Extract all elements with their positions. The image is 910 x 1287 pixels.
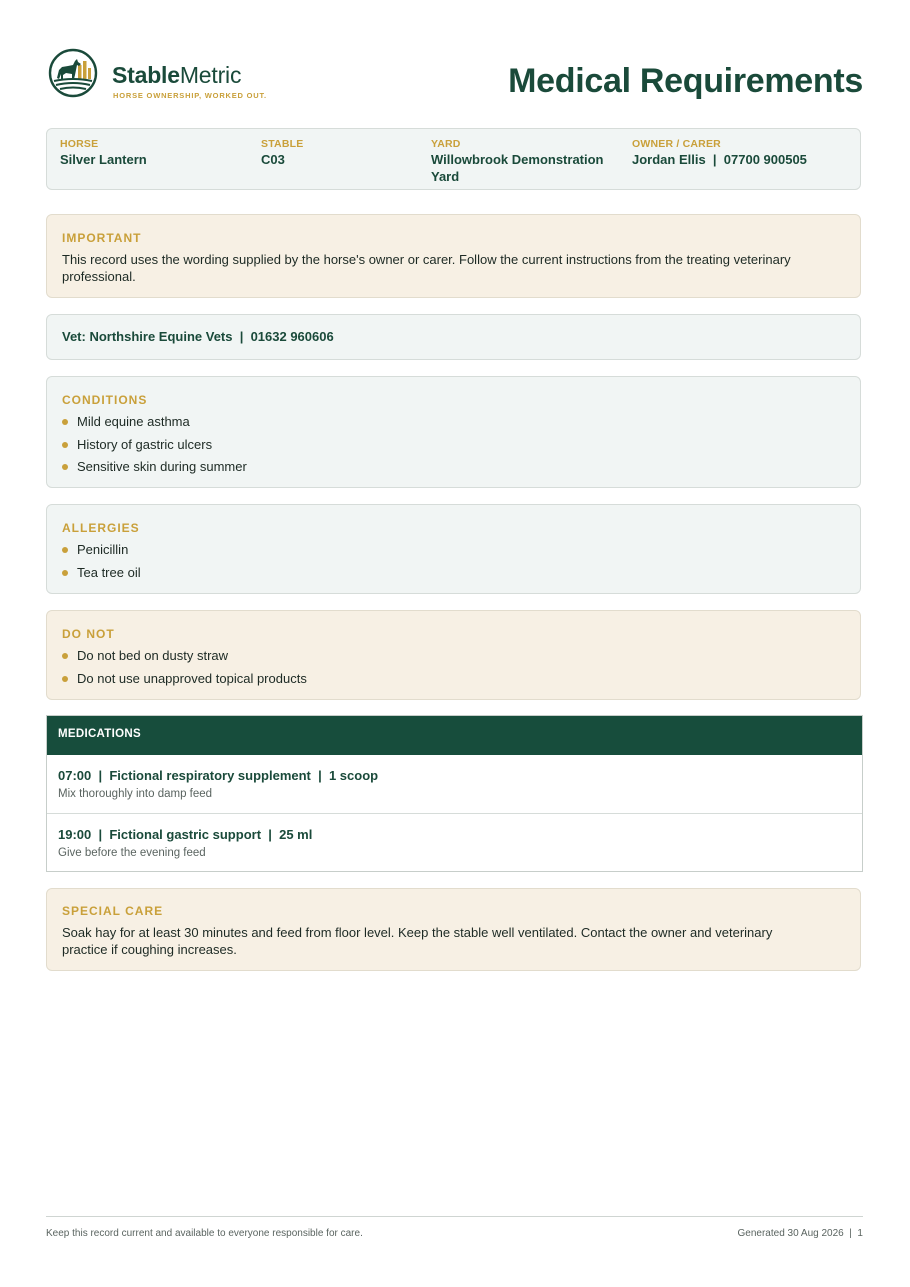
owner-field: OWNER / CARER Jordan Ellis | 07700 900505 [632, 138, 807, 167]
vet-panel [46, 314, 861, 360]
special-care-text-line: Soak hay for at least 30 minutes and feed from floor level. Keep the stable well ventilated. Contact the owner and veterinary [62, 925, 773, 940]
horse-info-strip [46, 128, 861, 190]
list-item: Do not bed on dusty straw [62, 647, 228, 664]
medications-table [46, 715, 863, 872]
list-item: Penicillin [62, 541, 128, 558]
do-not-heading: DO NOT [62, 627, 115, 641]
vet-contact: Vet: Northshire Equine Vets | 01632 960606 [62, 329, 334, 344]
medication-note: Give before the evening feed [58, 847, 206, 859]
list-item: Mild equine asthma [62, 413, 190, 430]
conditions-panel [46, 376, 861, 488]
footer-note: Keep this record current and available to everyone responsible for care. [46, 1228, 363, 1239]
allergies-heading: ALLERGIES [62, 521, 140, 535]
horse-bar-chart-icon [48, 48, 98, 98]
list-item: Do not use unapproved topical products [62, 670, 307, 687]
yard-field: YARD Willowbrook Demonstration Yard [431, 138, 604, 184]
document-page [46, 0, 863, 1287]
medications-heading: MEDICATIONS [58, 728, 141, 740]
page-title: Medical Requirements [508, 62, 863, 100]
conditions-heading: CONDITIONS [62, 393, 148, 407]
table-row [47, 814, 862, 872]
list-item: History of gastric ulcers [62, 436, 212, 453]
brand-wordmark: StableMetric [112, 62, 242, 88]
medication-main: 07:00 | Fictional respiratory supplement | 1 scoop [58, 768, 379, 783]
important-heading: IMPORTANT [62, 231, 142, 245]
do-not-panel [46, 610, 861, 700]
list-item: Tea tree oil [62, 564, 141, 581]
horse-field: HORSE Silver Lantern [60, 138, 147, 167]
important-panel [46, 214, 861, 298]
brand-tagline: HORSE OWNERSHIP, WORKED OUT. [113, 91, 267, 100]
table-row [47, 755, 862, 814]
footer-divider [46, 1216, 863, 1217]
allergies-panel [46, 504, 861, 594]
stable-field: STABLE C03 [261, 138, 304, 167]
special-care-heading: SPECIAL CARE [62, 904, 164, 918]
medication-note: Mix thoroughly into damp feed [58, 788, 213, 800]
special-care-text-line: practice if coughing increases. [62, 942, 237, 957]
footer-generated: Generated 30 Aug 2026 | 1 [737, 1228, 863, 1239]
important-text-line: This record uses the wording supplied by the horse's owner or carer. Follow the current instructions from the treating veterinary [62, 252, 791, 267]
medication-main: 19:00 | Fictional gastric support | 25 ml [58, 827, 313, 842]
medications-header [47, 716, 862, 755]
important-text-line: professional. [62, 269, 136, 284]
special-care-panel [46, 888, 861, 971]
list-item: Sensitive skin during summer [62, 458, 247, 475]
